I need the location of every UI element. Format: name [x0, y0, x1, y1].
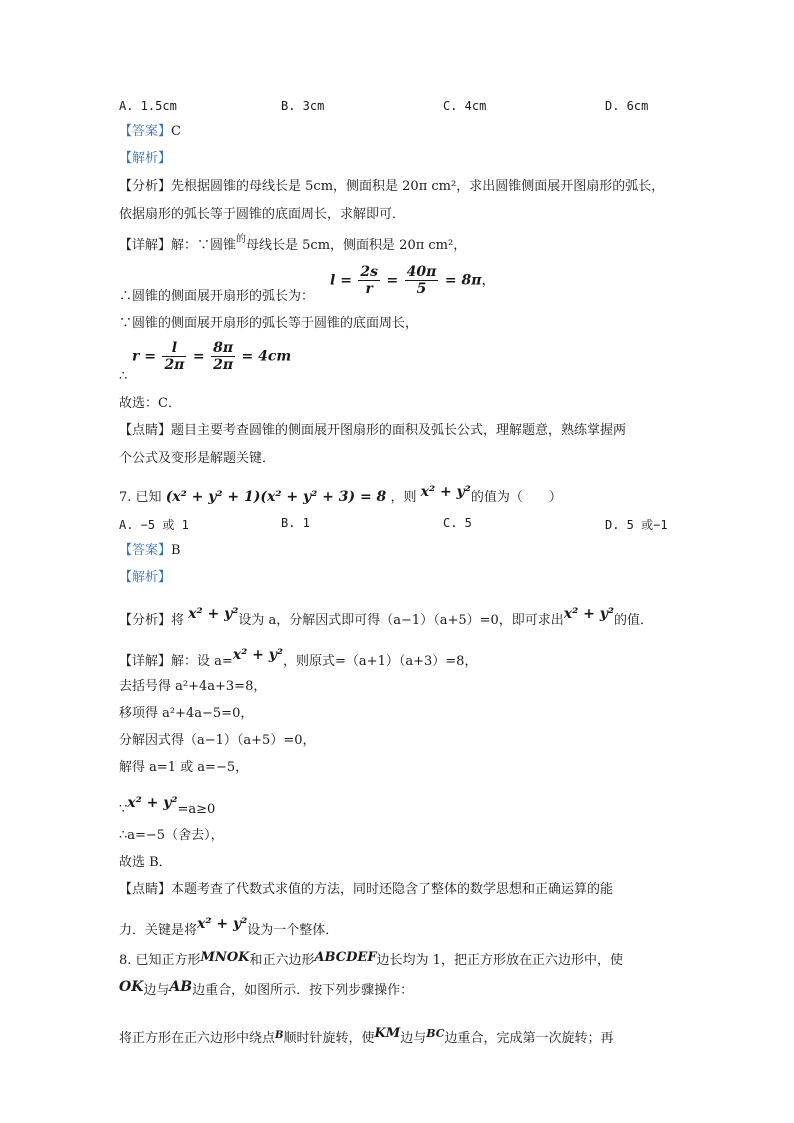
q6-xiangjie-line3: ∵圆锥的侧面展开扇形的弧长等于圆锥的底面周长， [119, 316, 419, 331]
edge-label-bc: BC [426, 1027, 445, 1040]
q7-expression: x² + y² [188, 606, 239, 622]
numerator: 2s [360, 264, 379, 280]
dianjing-text-end: 设为一个整体． [247, 923, 339, 938]
q7-option-c: C. 5 [443, 516, 472, 530]
q7-step-6: ∴a=−5（舍去）， [119, 828, 224, 843]
edge-label-ab: AB [169, 979, 193, 995]
q7-step-5-text: =a≥0 [177, 802, 216, 817]
fenxi-tag: 【分析】 [119, 613, 172, 628]
fraction-8pi-2pi [211, 340, 235, 373]
q8-text: 边长均为 1，把正方形放在正六边形中，使 [376, 953, 623, 968]
equals: = [386, 272, 399, 289]
comma: ， [481, 272, 496, 289]
denominator: r [365, 281, 373, 297]
q6-option-b: B. 3cm [281, 99, 325, 113]
q7-option-a: A. −5 或 1 [119, 518, 189, 532]
fraction-40pi-5 [405, 264, 439, 297]
square-label: MNOK [200, 950, 250, 965]
q7-fenxi-line [119, 606, 654, 630]
fenxi-text: 先根据圆锥的母线长是 5cm，侧面积是 20π cm²，求出圆锥侧面展开图扇形的弧长， [171, 179, 665, 194]
q8-text: 和正六边形 [249, 953, 315, 968]
xiangjie-text: 解：∵圆锥 [171, 238, 237, 253]
q6-xiangjie-line2: ∴圆锥的侧面展开扇形的弧长为： [119, 289, 315, 304]
q8-text: 边重合，如图所示．按下列步骤操作： [192, 983, 414, 998]
denominator: 2π [213, 357, 234, 373]
q6-option-c: C. 4cm [443, 99, 487, 113]
answer-value: C [171, 124, 181, 139]
formula-lhs: r = [132, 348, 156, 365]
xiangjie-text-end: ，则原式=（a+1）（a+3）=8， [283, 654, 478, 669]
q6-analysis-tag: 【解析】 [119, 151, 172, 166]
result: = 8π [444, 272, 482, 289]
q6-option-d: D. 6cm [605, 99, 649, 113]
q7-option-b: B. 1 [281, 516, 310, 530]
q7-stem-suffix: 的值为（ ） [470, 490, 562, 505]
because-symbol: ∵ [119, 802, 128, 817]
denominator: 2π [164, 357, 185, 373]
q7-expression: x² + y² [127, 795, 178, 811]
xiangjie-text: 解：设 a= [171, 654, 233, 669]
q8-line2 [119, 981, 413, 1000]
dianjing-tag: 【点睛】 [119, 882, 172, 897]
q8-text: 顺时针旋转，使 [283, 1031, 375, 1046]
edge-label-km: KM [374, 1026, 401, 1041]
q8-text: 边重合，完成第一次旋转；再 [444, 1031, 614, 1046]
numerator: 40π [406, 264, 437, 280]
q7-dianjing-line1 [119, 881, 613, 899]
q8-text: 将正方形在正六边形中绕点 [119, 1031, 276, 1046]
q8-text: 边与 [400, 1031, 427, 1046]
point-label-b: B [275, 1030, 284, 1041]
formula-lhs: l = [330, 272, 352, 289]
q7-expression: x² + y² [232, 647, 284, 663]
q8-text: 8. 已知正方形 [119, 953, 201, 968]
q7-expression: x² + y² [563, 606, 615, 622]
fenxi-text-end: 的值． [614, 613, 654, 628]
q7-expression: x² + y² [197, 916, 248, 932]
answer-value: B [171, 543, 181, 558]
answer-tag: 【答案】 [119, 543, 172, 558]
fraction-2s-r [358, 264, 380, 297]
fenxi-tag: 【分析】 [119, 179, 172, 194]
q8-line1 [119, 952, 623, 970]
q6-xiangjie-line1 [119, 234, 467, 256]
hexagon-label: ABCDEF [314, 950, 377, 965]
dianjing-text: 力．关键是将 [119, 923, 198, 938]
q6-option-a: A. 1.5cm [119, 99, 177, 113]
q6-fenxi-line2: 依据扇形的弧长等于圆锥的底面周长，求解即可． [119, 207, 406, 222]
formula-arc-length [330, 264, 495, 297]
answer-tag: 【答案】 [119, 124, 172, 139]
numerator: 8π [213, 340, 234, 356]
xiangjie-tag: 【详解】 [119, 238, 172, 253]
q6-fenxi-line1 [119, 178, 664, 196]
q7-option-d: D. 5 或−1 [605, 518, 668, 532]
q6-dianjing-line1 [119, 422, 626, 440]
q7-dianjing-line2 [119, 916, 339, 940]
equals: = [192, 348, 205, 365]
result: = 4cm [241, 348, 292, 365]
dianjing-text: 本题考查了代数式求值的方法，同时还隐含了整体的数学思想和正确运算的能 [171, 882, 614, 897]
q7-step-2: 移项得 a²+4a−5=0， [119, 706, 254, 721]
superscript-de: 的 [236, 234, 247, 245]
q6-dianjing-line2: 个公式及变形是解题关键． [119, 451, 276, 466]
denominator: 5 [416, 281, 427, 297]
q7-step-3: 分解因式得（a−1）（a+5）=0， [119, 733, 316, 748]
therefore-symbol: ∴ [119, 369, 128, 384]
dianjing-tag: 【点睛】 [119, 423, 172, 438]
q7-equation: (x² + y² + 1)(x² + y² + 3) = 8 [165, 489, 387, 505]
edge-label-ok: OK [119, 979, 144, 995]
q7-step-5 [119, 795, 216, 819]
xiangjie-text-cont: 母线长是 5cm，侧面积是 20π cm²， [246, 238, 467, 253]
q6-choose: 故选：C． [119, 396, 181, 411]
q7-analysis-tag: 【解析】 [119, 570, 172, 585]
xiangjie-tag: 【详解】 [119, 654, 172, 669]
q6-answer-line [119, 123, 181, 141]
q7-step-7: 故选 B． [119, 855, 172, 870]
q7-expression: x² + y² [420, 484, 471, 500]
q7-stem-prefix: 7. 已知 [119, 490, 162, 505]
q7-step-4: 解得 a=1 或 a=−5， [119, 760, 249, 775]
formula-radius [132, 340, 291, 373]
q7-xiangjie-line [119, 647, 478, 671]
numerator: l [162, 340, 186, 357]
q7-stem [119, 484, 562, 507]
dianjing-text: 题目主要考查圆锥的侧面展开图扇形的面积及弧长公式，理解题意，熟练掌握两 [171, 423, 627, 438]
q8-line3 [119, 1026, 614, 1049]
q8-text: 边与 [143, 983, 170, 998]
q7-stem-mid: ，则 [390, 490, 417, 505]
fenxi-text: 将 [171, 613, 185, 628]
q7-step-1: 去括号得 a²+4a+3=8， [119, 679, 267, 694]
fenxi-text-mid: 设为 a，分解因式即可得（a−1）（a+5）=0，即可求出 [238, 613, 564, 628]
fraction-l-2pi [162, 340, 186, 373]
q7-answer-line [119, 542, 181, 560]
